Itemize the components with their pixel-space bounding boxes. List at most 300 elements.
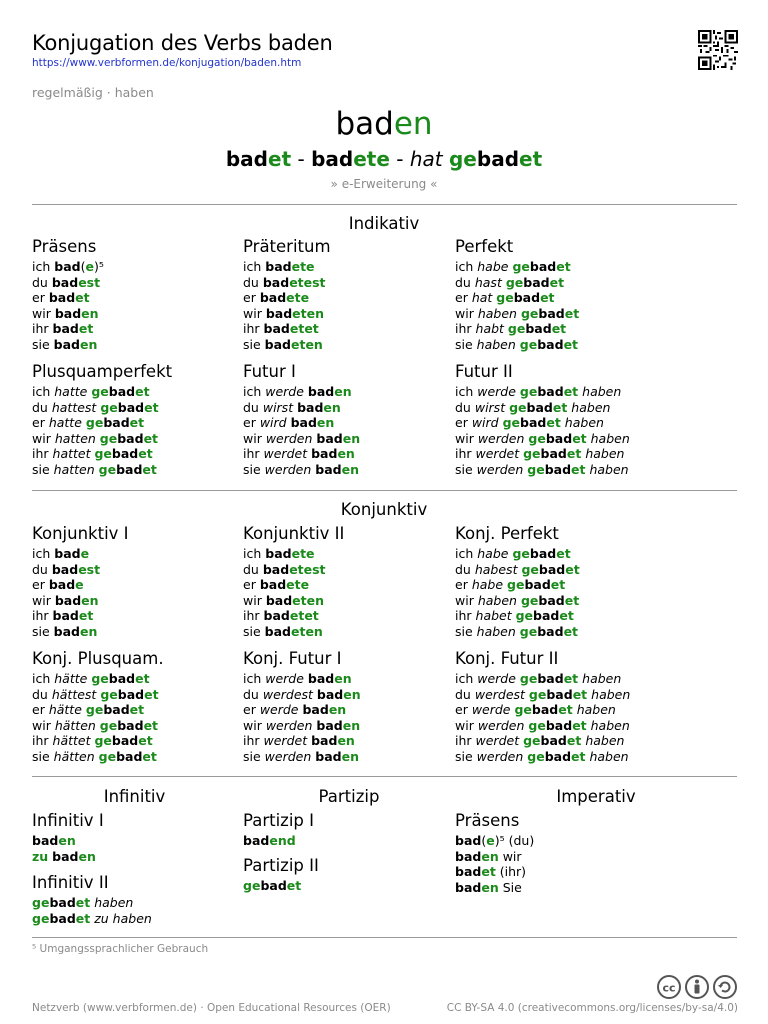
conjugation-row xyxy=(455,290,660,306)
conjugation-row xyxy=(32,593,237,609)
conjugation-part: bad xyxy=(538,592,565,608)
conjugation-part: ihr xyxy=(32,446,53,462)
verb-part: bad xyxy=(476,147,520,171)
conjugation-part: et xyxy=(75,910,91,926)
conjugation-part: sie xyxy=(243,336,265,352)
conjugation-part: hättest xyxy=(51,686,97,702)
conjugation-part: sie xyxy=(455,461,477,477)
conjugation-part: end xyxy=(269,833,296,848)
conjugation-part: bad xyxy=(259,290,287,306)
conjugation-part: bad xyxy=(116,461,143,477)
verb-part: bad xyxy=(311,147,354,171)
conjugation-part: et xyxy=(129,415,145,431)
conjugation-part: hätte xyxy=(48,702,82,718)
conjugation-part: et xyxy=(481,864,496,880)
divider xyxy=(32,490,737,491)
conjugation-row xyxy=(243,833,448,849)
conjugation-part: bad xyxy=(117,399,145,415)
conjugation-row xyxy=(455,593,660,609)
conjugation-part: habt xyxy=(475,321,504,337)
conjugation-part: ge xyxy=(509,399,527,415)
footer-source: Netzverb (www.verbformen.de) · Open Educational Resources (OER) xyxy=(32,1002,391,1014)
conjugation-row xyxy=(455,431,725,447)
tense-block-futur1 xyxy=(243,362,448,478)
conjugation-part: en xyxy=(341,461,359,477)
conjugation-row xyxy=(243,415,448,431)
tense-name: Präsens xyxy=(455,811,520,830)
conjugation-part: et xyxy=(135,671,150,686)
conjugation-part: et xyxy=(286,878,302,893)
conjugation-part: du xyxy=(455,274,475,290)
conjugation-part: ge xyxy=(507,577,525,593)
conjugation-part: du xyxy=(243,561,263,577)
conjugation-part: bad xyxy=(54,546,81,561)
tense-block-konj-futur1 xyxy=(243,649,448,765)
conjugation-part: e xyxy=(85,259,94,274)
page-title: Konjugation des Verbs baden xyxy=(32,31,333,55)
conjugation-part: ge xyxy=(527,748,545,764)
conjugation-part: wird xyxy=(259,415,287,431)
conjugation-part: ge xyxy=(32,910,50,926)
section-title-infinitiv: Infinitiv xyxy=(103,787,166,806)
conjugation-part: haben xyxy=(585,446,625,462)
conjugation-part: ge xyxy=(528,717,546,733)
tense-block-infinitiv2 xyxy=(32,873,237,926)
conjugation-row xyxy=(455,337,660,353)
conjugation-part: ge xyxy=(502,415,521,431)
conjugation-part: en xyxy=(342,430,361,446)
tense-name: Infinitiv II xyxy=(32,873,109,892)
conjugation-part: en xyxy=(80,336,98,352)
conjugation-part: et xyxy=(540,290,555,306)
conjugation-row xyxy=(32,718,237,734)
conjugation-row xyxy=(32,259,237,275)
conjugation-part: werdest xyxy=(262,686,313,702)
conjugation-part: ich xyxy=(455,384,478,399)
conjugation-part: en xyxy=(337,733,355,749)
tense-block-konjunktiv2 xyxy=(243,524,448,640)
verb-part: bad xyxy=(225,147,268,171)
conjugation-part: wir xyxy=(32,592,55,608)
conjugation-part: ihr xyxy=(243,321,264,337)
conjugation-part: bad xyxy=(54,305,82,321)
conjugation-part: bad xyxy=(540,733,567,749)
conjugation-part: bad xyxy=(265,305,293,321)
conjugation-part: bad xyxy=(544,461,572,477)
conjugation-part: bad xyxy=(531,702,559,718)
conjugation-part: bad xyxy=(265,546,292,561)
conjugation-part: du xyxy=(243,686,263,702)
conjugation-part: et xyxy=(565,561,580,577)
conjugation-part: werden xyxy=(477,717,525,733)
divider xyxy=(32,776,737,777)
conjugation-part: ich xyxy=(243,546,266,561)
conjugation-part: et xyxy=(546,415,561,431)
conjugation-part: wirst xyxy=(262,399,294,415)
verb-headline xyxy=(0,104,768,191)
conjugation-part: et xyxy=(135,384,150,399)
conjugation-part: werden xyxy=(265,717,313,733)
conjugation-part: hättet xyxy=(52,733,91,749)
verb-part: ete xyxy=(353,147,390,171)
conjugation-part: er xyxy=(455,702,472,718)
conjugation-part: en xyxy=(481,848,499,864)
conjugation-part: er xyxy=(32,415,49,431)
conjugation-row xyxy=(32,733,237,749)
conjugation-part: ge xyxy=(523,446,541,462)
conjugation-row xyxy=(32,462,237,478)
conjugation-part: sie xyxy=(32,336,54,352)
conjugation-row xyxy=(32,849,237,865)
conjugation-row xyxy=(243,878,448,894)
tense-name: Futur I xyxy=(243,362,296,381)
conjugation-part: ge xyxy=(91,384,109,399)
conjugation-part: et xyxy=(142,748,157,764)
tense-name: Konj. Perfekt xyxy=(455,524,559,543)
conjugation-row xyxy=(32,608,237,624)
conjugation-part: er xyxy=(32,702,49,718)
conjugation-part: bad xyxy=(307,384,335,399)
conjugation-part: ge xyxy=(85,415,104,431)
conjugation-part: et xyxy=(549,274,565,290)
conjugation-part: ich xyxy=(243,384,266,399)
conjugation-part: habe xyxy=(477,259,509,274)
conjugation-part: et xyxy=(142,461,157,477)
conjugation-part: bad xyxy=(315,461,342,477)
conjugation-part: habe xyxy=(477,546,509,561)
conjugation-part: wir xyxy=(243,430,266,446)
section-title-konjunktiv: Konjunktiv xyxy=(340,500,428,519)
conjugation-row xyxy=(455,608,660,624)
conjugation-part: (ihr) xyxy=(495,864,527,880)
footnote: ⁵ Umgangssprachlicher Gebrauch xyxy=(32,943,209,955)
section-title-imperativ: Imperativ xyxy=(556,787,636,806)
footer-license: CC BY-SA 4.0 (creativecommons.org/licenses/by-sa/4.0) xyxy=(446,1002,738,1014)
conjugation-part: er xyxy=(243,290,260,306)
conjugation-part: ihr xyxy=(455,733,476,749)
conjugation-part: bad xyxy=(545,430,573,446)
conjugation-part: bad xyxy=(111,733,139,749)
conjugation-part: et xyxy=(572,686,588,702)
conjugation-part: ⁵ (du) xyxy=(499,833,535,848)
conjugation-row xyxy=(32,562,237,578)
conjugation-part: werde xyxy=(259,702,299,718)
conjugation-part: bad xyxy=(265,592,293,608)
verb-part: et xyxy=(519,147,543,171)
verb-part: bad xyxy=(335,106,394,142)
conjugation-part: bad xyxy=(290,415,317,431)
conjugation-part: bad xyxy=(103,415,130,431)
verb-part: - xyxy=(389,147,410,171)
conjugation-part: haben xyxy=(564,415,604,431)
conjugation-part: haben xyxy=(590,717,630,733)
conjugation-row xyxy=(32,400,237,416)
conjugation-row xyxy=(455,546,660,562)
conjugation-part: en xyxy=(343,686,361,702)
conjugation-part: bad xyxy=(49,895,76,910)
conjugation-part: haben xyxy=(585,733,625,749)
conjugation-row xyxy=(243,290,448,306)
conjugation-part: et xyxy=(143,717,159,733)
conjugation-row xyxy=(455,446,725,462)
conjugation-row xyxy=(243,608,448,624)
conjugation-part: ihr xyxy=(32,321,53,337)
conjugation-part: haben xyxy=(94,895,134,910)
conjugation-part: bad xyxy=(545,717,573,733)
conjugation-part: eten xyxy=(291,623,323,639)
conjugation-part: e xyxy=(75,577,84,593)
conjugation-part: ge xyxy=(527,461,545,477)
conjugation-row xyxy=(455,687,725,703)
conjugation-part: en xyxy=(81,305,99,321)
conjugation-row xyxy=(32,911,237,927)
conjugation-part: ge xyxy=(98,461,117,477)
conjugation-part: bad xyxy=(297,399,324,415)
conjugation-part: werdet xyxy=(475,446,520,462)
conjugation-part: du xyxy=(455,399,475,415)
conjugation-part: bad xyxy=(263,608,290,624)
tense-name: Partizip II xyxy=(243,856,319,875)
conjugation-part: bad xyxy=(262,274,290,290)
conjugation-part: et xyxy=(143,430,159,446)
conjugation-part: du xyxy=(455,561,475,577)
tense-name: Partizip I xyxy=(243,811,314,830)
conjugation-row xyxy=(243,718,448,734)
conjugation-part: er xyxy=(455,290,472,306)
conjugation-row xyxy=(455,384,725,400)
conjugation-part: et xyxy=(78,608,94,624)
conjugation-part: ge xyxy=(505,274,524,290)
conjugation-part: est xyxy=(78,274,101,290)
conjugation-part: bad xyxy=(48,290,76,306)
conjugation-part: ich xyxy=(455,671,478,686)
conjugation-row xyxy=(32,337,237,353)
conjugation-row xyxy=(455,880,660,896)
conjugation-row xyxy=(243,462,448,478)
conjugation-part: et xyxy=(78,321,94,337)
conjugation-part: ihr xyxy=(455,608,476,624)
tense-block-konj-futur2 xyxy=(455,649,725,765)
conjugation-part: ge xyxy=(94,733,112,749)
conjugation-part: werde xyxy=(471,702,511,718)
conjugation-part: bad xyxy=(307,671,335,686)
tense-name: Plusquamperfekt xyxy=(32,362,173,381)
conjugation-part: er xyxy=(455,577,472,593)
conjugation-part: wir xyxy=(243,305,266,321)
conjugation-part: en xyxy=(323,399,341,415)
conjugation-part: haben xyxy=(582,384,622,399)
tense-block-plusquamperfekt xyxy=(32,362,237,478)
conjugation-part: bad xyxy=(525,321,552,337)
conjugation-part: en xyxy=(58,833,76,848)
tense-block-konj-perfekt xyxy=(455,524,660,640)
conjugation-row xyxy=(32,275,237,291)
conjugation-part: et xyxy=(144,399,159,415)
conjugation-row xyxy=(455,849,660,865)
conjugation-part: ich xyxy=(32,259,55,274)
conjugation-part: sie xyxy=(455,336,477,352)
conjugation-part: er xyxy=(32,577,49,593)
conjugation-part: werde xyxy=(477,384,516,399)
conjugation-row xyxy=(32,415,237,431)
conjugation-part: ete xyxy=(291,546,315,561)
conjugation-part: bad xyxy=(259,577,287,593)
conjugation-part: bad xyxy=(260,878,287,893)
conjugation-row xyxy=(243,733,448,749)
conjugation-part: et xyxy=(571,461,586,477)
conjugation-part: ete xyxy=(286,290,310,306)
conjugation-part: et xyxy=(572,430,587,446)
conjugation-row xyxy=(243,384,448,400)
conjugation-part: haben xyxy=(477,592,517,608)
conjugation-part: bad xyxy=(537,671,564,686)
conjugation-part: ge xyxy=(514,702,532,718)
conjugation-part: ge xyxy=(519,384,538,399)
conjugation-part: etest xyxy=(289,561,326,577)
conjugation-row xyxy=(32,895,237,911)
verb-infinitive xyxy=(0,104,768,144)
conjugation-part: wir xyxy=(243,717,266,733)
conjugation-part: ge xyxy=(99,717,118,733)
conjugation-part: bad xyxy=(533,608,560,624)
conjugation-part: ete xyxy=(291,259,315,274)
conjugation-part: ge xyxy=(496,290,514,306)
conjugation-part: bad xyxy=(32,833,59,848)
conjugation-row xyxy=(455,259,660,275)
conjugation-part: wir xyxy=(32,305,55,321)
conjugation-part: ge xyxy=(528,686,547,702)
conjugation-part: hast xyxy=(474,274,502,290)
conjugation-part: bad xyxy=(264,623,291,639)
conjugation-part: ge xyxy=(515,608,534,624)
tense-name: Präteritum xyxy=(243,237,331,256)
conjugation-part: bad xyxy=(540,446,567,462)
conjugation-part: bad xyxy=(513,290,541,306)
conjugation-part: et xyxy=(552,399,568,415)
conjugation-part: ihr xyxy=(243,446,264,462)
conjugation-row xyxy=(32,321,237,337)
conjugation-part: bad xyxy=(537,623,564,639)
conjugation-part: werden xyxy=(265,430,313,446)
tense-block-imperativ xyxy=(455,811,660,895)
conjugation-part: haben xyxy=(589,748,629,764)
conjugation-part: bad xyxy=(311,733,338,749)
page-url-link[interactable]: https://www.verbformen.de/konjugation/baden.htm xyxy=(32,57,302,69)
conjugation-row xyxy=(32,546,237,562)
conjugation-part: hätte xyxy=(54,671,88,686)
conjugation-part: ge xyxy=(85,702,104,718)
conjugation-part: eten xyxy=(292,592,324,608)
conjugation-part: e xyxy=(80,546,90,561)
conjugation-part: bad xyxy=(263,321,290,337)
conjugation-part: sie xyxy=(455,748,477,764)
conjugation-part: en xyxy=(341,748,359,764)
conjugation-part: en xyxy=(342,717,361,733)
tense-name: Konj. Plusquam. xyxy=(32,649,164,668)
conjugation-part: bad xyxy=(316,430,343,446)
conjugation-row xyxy=(243,593,448,609)
conjugation-part: bad xyxy=(265,259,292,274)
conjugation-part: et xyxy=(563,336,579,352)
conjugation-part: haben xyxy=(477,305,517,321)
conjugation-part: sie xyxy=(455,623,477,639)
conjugation-part: ge xyxy=(94,446,112,462)
conjugation-part: haben xyxy=(571,399,611,415)
conjugation-part: haben xyxy=(582,671,622,686)
conjugation-part: hatte xyxy=(54,384,88,399)
conjugation-part: bad xyxy=(455,864,482,880)
conjugation-part: etet xyxy=(289,321,319,337)
conjugation-part: werde xyxy=(477,671,516,686)
conjugation-part: sie xyxy=(243,623,265,639)
conjugation-part: bad xyxy=(537,336,564,352)
conjugation-part: bad xyxy=(117,430,144,446)
conjugation-part: wir xyxy=(32,430,55,446)
conjugation-part: haben xyxy=(476,623,516,639)
conjugation-row xyxy=(455,624,660,640)
conjugation-part: ) xyxy=(494,833,500,848)
conjugation-part: habest xyxy=(474,561,518,577)
conjugation-part: habet xyxy=(475,608,512,624)
conjugation-part: hätten xyxy=(54,717,96,733)
conjugation-part: ge xyxy=(512,546,530,561)
conjugation-part: ge xyxy=(519,336,538,352)
conjugation-part: wir xyxy=(498,848,522,864)
conjugation-part: en xyxy=(81,592,99,608)
conjugation-part: et xyxy=(566,446,582,462)
conjugation-part: en xyxy=(316,415,335,431)
conjugation-part: eten xyxy=(291,336,323,352)
section-title-indikativ: Indikativ xyxy=(348,214,420,233)
conjugation-part: werde xyxy=(265,384,304,399)
conjugation-part: hatten xyxy=(53,461,95,477)
conjugation-part: et xyxy=(550,577,566,593)
verb-part: et xyxy=(268,147,292,171)
conjugation-part: bad xyxy=(52,848,79,864)
divider xyxy=(32,204,737,205)
conjugation-part: et xyxy=(563,671,579,686)
conjugation-row xyxy=(243,400,448,416)
conjugation-part: bad xyxy=(52,321,79,337)
conjugation-row xyxy=(455,415,725,431)
conjugation-part: bad xyxy=(529,259,557,274)
conjugation-part: et xyxy=(572,717,587,733)
conjugation-part: ihr xyxy=(243,733,264,749)
conjugation-row xyxy=(243,275,448,291)
conjugation-row xyxy=(243,259,448,275)
conjugation-part: bad xyxy=(49,910,76,926)
conjugation-part: ge xyxy=(528,430,546,446)
conjugation-part: ich xyxy=(32,384,55,399)
verb-part: - xyxy=(291,147,312,171)
conjugation-part: bad xyxy=(538,561,566,577)
conjugation-row xyxy=(32,384,237,400)
conjugation-part: bad xyxy=(243,833,270,848)
conjugation-part: ge xyxy=(243,878,261,893)
conjugation-part: wird xyxy=(471,415,499,431)
conjugation-row xyxy=(455,864,660,880)
conjugation-part: ich xyxy=(32,671,55,686)
conjugation-part: werdet xyxy=(263,446,308,462)
conjugation-part: et xyxy=(563,623,579,639)
conjugation-row xyxy=(455,702,725,718)
conjugation-part: ( xyxy=(481,833,487,848)
conjugation-part: haben xyxy=(591,686,631,702)
cc-by-sa-license-icon xyxy=(656,973,738,1001)
conjugation-part: en xyxy=(481,879,499,895)
conjugation-part: ge xyxy=(519,671,538,686)
conjugation-part: hattest xyxy=(51,399,97,415)
